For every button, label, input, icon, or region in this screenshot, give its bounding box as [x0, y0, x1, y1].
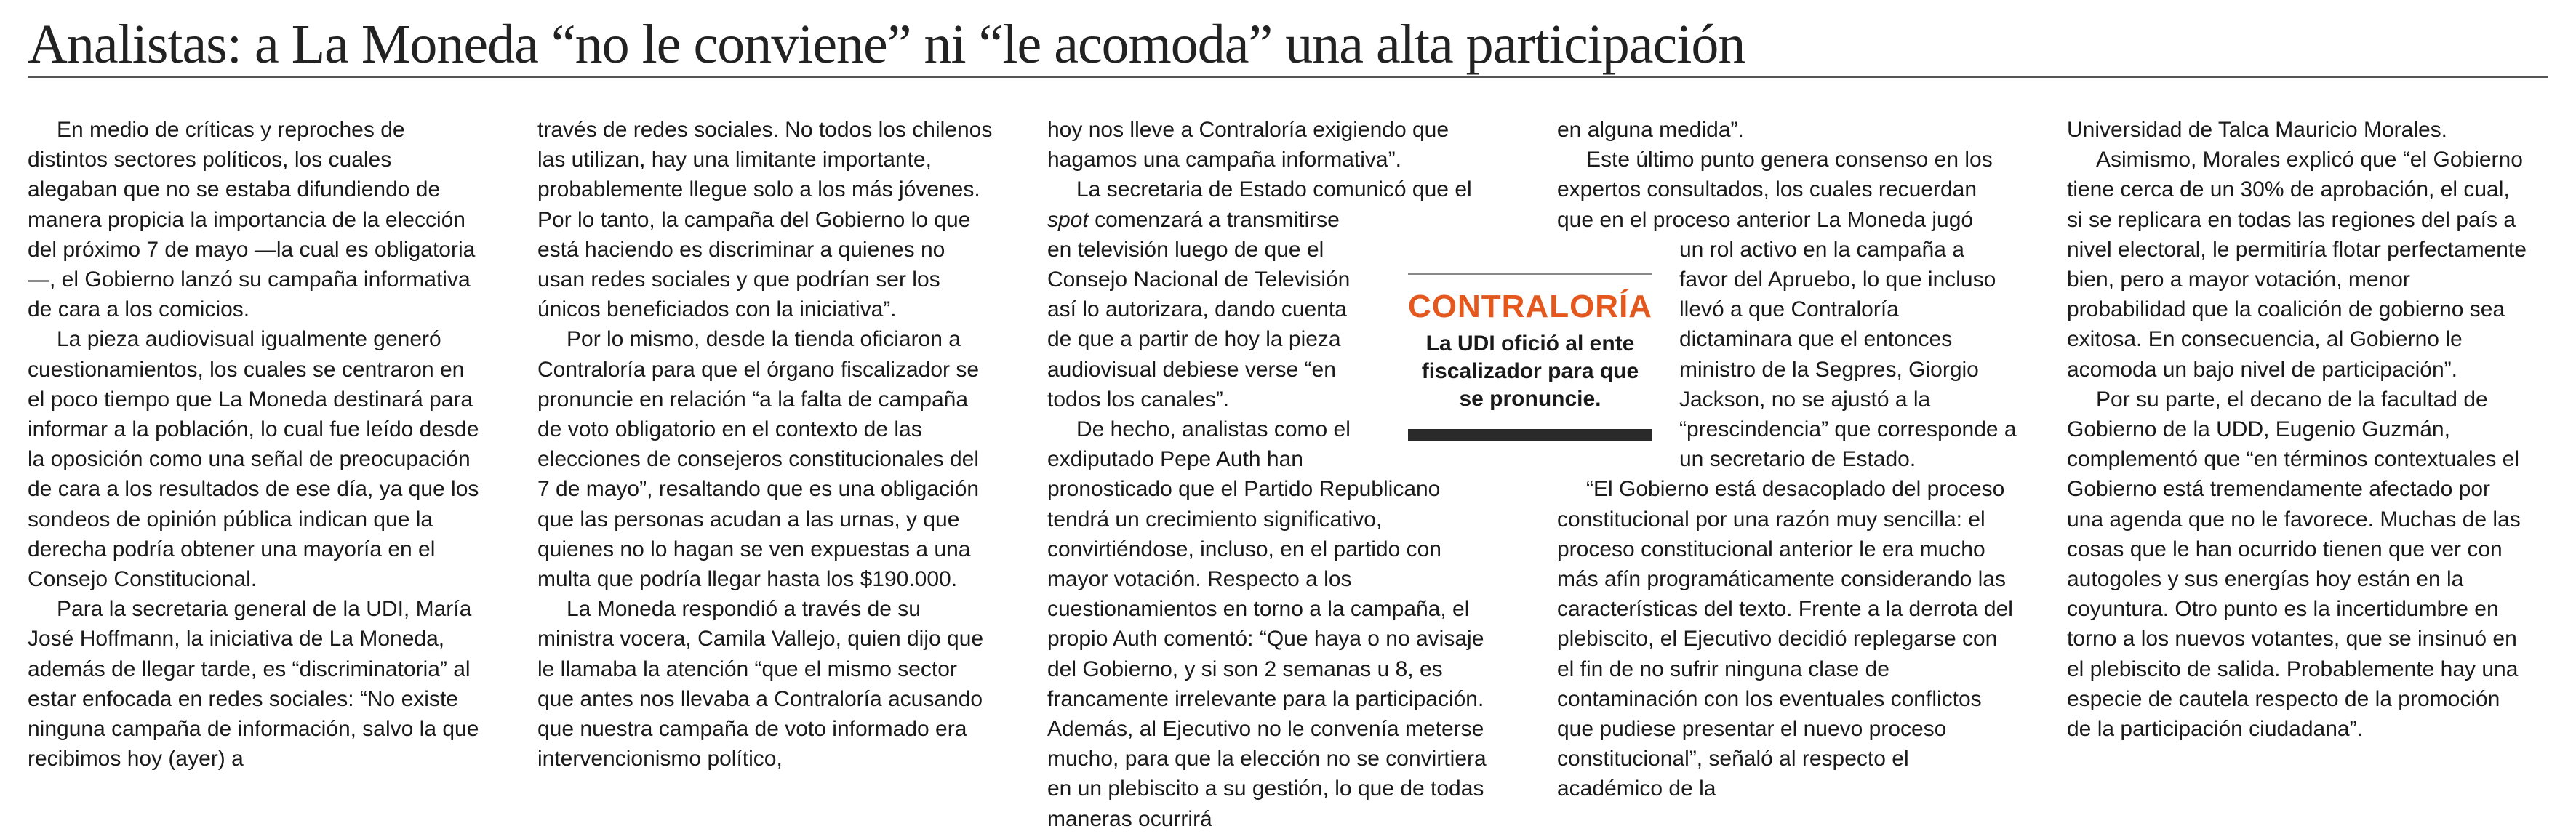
paragraph: La Moneda respondió a través de su ministra vocera, Camila Vallejo, quien dijo que le llamaba la atención “que el mismo sector que antes nos llevaba a Contraloría acusando que nuestra campaña de voto informado era intervencionismo político,: [537, 597, 984, 771]
paragraph: en alguna medida”.: [1557, 118, 1744, 142]
paragraph: hoy nos lleve a Contraloría exigiendo que hagamos una campaña informativa”.: [1047, 118, 1449, 172]
paragraph-text: comenzará a transmitirse en televisión luego de que el Consejo Nacional de Televisión así lo autorizara, dando cuenta de que a partir de hoy la pieza audiovisual debiese verse “en todos los canales”.: [1047, 207, 1351, 412]
paragraph: Asimismo, Morales explicó que “el Gobierno tiene cerca de un 30% de aprobación, el cual, si se replicara en todas las regiones del país a nivel electoral, le permitiría flotar perfectamente bien, pero a mayor votación, menor probabilidad que la coalición de gobierno sea exitosa. En consecuencia, al Gobierno le acomoda un bajo nivel de participación”.: [2067, 148, 2527, 382]
headline-rule: [28, 76, 2548, 78]
paragraph: La pieza audiovisual igualmente generó cuestionamientos, los cuales se centraron en el poco tiempo que La Moneda destinará para informar a la población, lo cual fue leído desde la oposición como una señal de preocupación de cara a los resultados de ese día, ya que los sondeos de opinión pública indican que la derecha podría obtener una mayoría en el Consejo Constitucional.: [28, 327, 479, 592]
spot-word: spot: [1047, 207, 1089, 232]
paragraph: través de redes sociales. No todos los chilenos las utilizan, hay una limitante importante, probablemente llegue solo a los más jóvenes. Por lo tanto, la campaña del Gobierno lo que está haciendo es discriminar a quienes no usan redes sociales y que podrían ser los únicos beneficiados con la iniciativa”.: [537, 118, 993, 322]
paragraph-wrapped: un rol activo en la campaña a favor del Apruebo, lo que incluso llevó a que Contraloría dictaminara que el entonces ministro de la Segpres, Giorgio Jackson, no se ajustó a la “prescindencia” que corresponde a un secretario de Estado.: [1679, 237, 2017, 472]
article-column-3: [1047, 115, 1507, 834]
paragraph: pronosticado que el Partido Republicano tendrá un crecimiento significativo, convirtiéndose, incluso, en el partido con mayor votación. Respecto a los cuestionamientos en torno a la campaña, el propio Auth comentó: “Que haya o no avisaje del Gobierno, y si son 2 semanas u 8, es francamente irrelevante para la participación. Además, al Ejecutivo no le convenía meterse mucho, para que la elección no se convirtiera en un plebiscito a su gestión, lo que de todas maneras ocurrirá: [1047, 477, 1487, 831]
article-column-4: [1557, 115, 2017, 804]
paragraph: Para la secretaria general de la UDI, María José Hoffmann, la iniciativa de La Moneda, además de llegar tarde, es “discriminatoria” al estar enfocada en redes sociales: “No existe ninguna campaña de información, salvo la que recibimos hoy (ayer) a: [28, 597, 479, 771]
paragraph-line: [1047, 175, 1507, 204]
article-column-2: [537, 115, 997, 774]
pull-quote-box: [1408, 273, 1652, 441]
paragraph: Universidad de Talca Mauricio Morales.: [2067, 118, 2448, 142]
paragraph-line: [1047, 205, 1351, 414]
paragraph-narrow: De hecho, analistas como el exdiputado Pepe Auth han: [1047, 417, 1351, 472]
pull-quote-text: La UDI ofició al ente fiscalizador para que se pronuncie.: [1421, 332, 1639, 411]
article-column-1: [28, 115, 487, 774]
pull-quote-bottom-bar: [1408, 429, 1652, 441]
paragraph: “El Gobierno está desacoplado del proceso constitucional por una razón muy sencilla: el proceso constitucional anterior le era mucho más afín programáticamente considerando las características del texto. Frente a la derrota del plebiscito, el Ejecutivo decidió replegarse con el fin de no sufrir ninguna clase de contaminación con los eventuales conflictos que pudiese presentar el nuevo proceso constitucional”, señaló al respecto el académico de la: [1557, 477, 2013, 801]
paragraph-text: La secretaria de Estado comunicó que el: [1076, 177, 1472, 202]
pull-quote-top-rule: [1408, 273, 1652, 275]
pull-quote-kicker: CONTRALORÍA: [1408, 289, 1653, 324]
article-column-5: [2067, 115, 2527, 744]
paragraph: En medio de críticas y reproches de distintos sectores políticos, los cuales alegaban que no se estaba difundiendo de manera propicia la importancia de la elección del próximo 7 de mayo —la cual es obligatoria—, el Gobierno lanzó su campaña informativa de cara a los comicios.: [28, 118, 476, 322]
headline: Analistas: a La Moneda “no le conviene” ni “le acomoda” una alta participación: [28, 14, 1745, 75]
paragraph: Por lo mismo, desde la tienda oficiaron a Contraloría para que el órgano fiscalizador se pronuncie en relación “a la falta de campaña de voto obligatorio en el contexto de las elecciones de consejeros constitucionales del 7 de mayo”, resaltando que es una obligación que las personas acudan a las urnas, y que quienes no lo hagan se ven expuestas a una multa que podría llegar hasta los $190.000.: [537, 327, 980, 592]
paragraph: Por su parte, el decano de la facultad de Gobierno de la UDD, Eugenio Guzmán, complementó que “en términos contextuales el Gobierno está tremendamente afectado por una agenda que no le favorece. Muchas de las cosas que le han ocurrido tienen que ver con autogoles y sus energías hoy están en la coyuntura. Otro punto es la incertidumbre en torno a los nuevos votantes, que se insinuó en el plebiscito de salida. Probablemente hay una especie de cautela respecto de la promoción de la participación ciudadana”.: [2067, 387, 2521, 742]
paragraph: Este último punto genera consenso en los expertos consultados, los cuales recuerdan que en el proceso anterior La Moneda jugó: [1557, 148, 1993, 232]
